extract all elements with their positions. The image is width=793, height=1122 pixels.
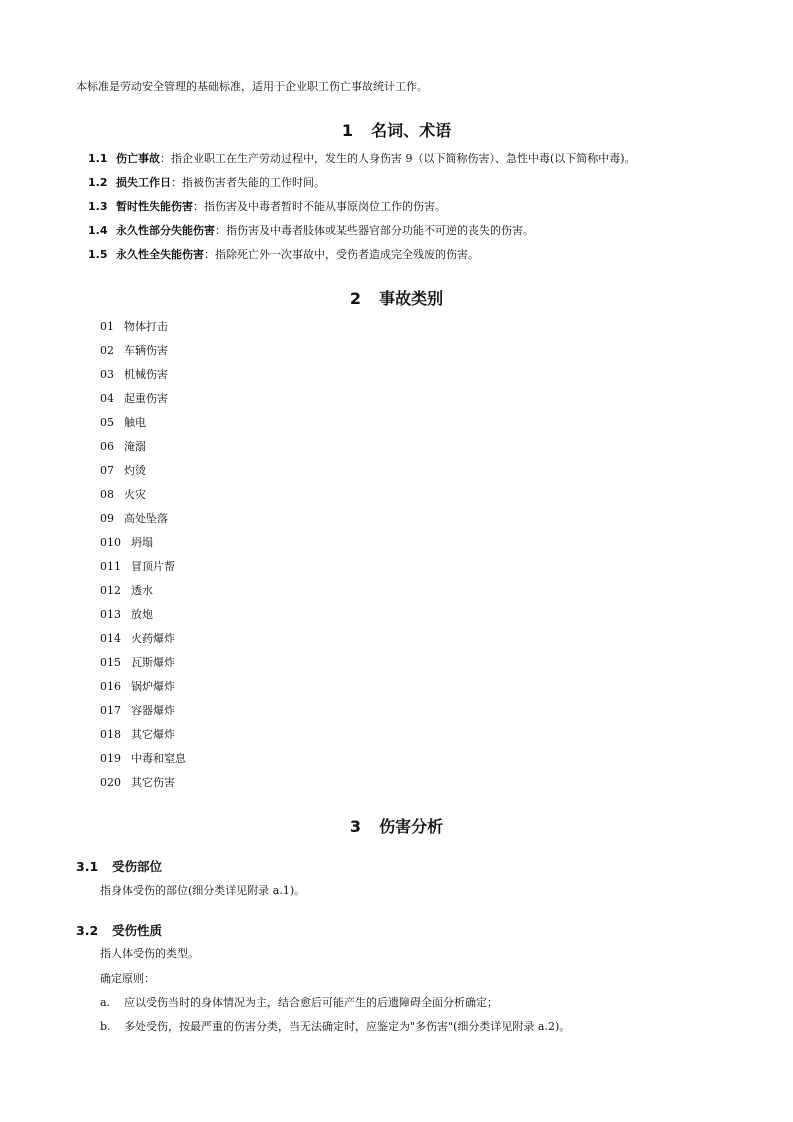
subsection-3-1-text: 指身体受伤的部位(细分类详见附录 a.1)。 [100, 884, 306, 897]
category-code: 010 [100, 536, 121, 549]
category-code: 018 [100, 728, 121, 741]
category-item [100, 319, 186, 343]
definition-term: 永久性全失能伤害 [116, 248, 204, 261]
definition-number: 1.4 [88, 224, 108, 237]
category-code: 06 [100, 440, 114, 453]
category-item [100, 343, 186, 367]
category-name: 锅炉爆炸 [131, 680, 175, 693]
item-marker: b. [100, 1020, 111, 1033]
category-name: 放炮 [131, 608, 153, 621]
item-text: 应以受伤当时的身体情况为主，结合愈后可能产生的后遗障碍全面分析确定； [124, 996, 498, 1009]
category-item [100, 727, 186, 751]
category-item [100, 463, 186, 487]
section-1-heading [0, 118, 793, 141]
category-name: 容器爆炸 [131, 704, 175, 717]
definition-item [88, 223, 636, 247]
category-code: 013 [100, 608, 121, 621]
category-item [100, 391, 186, 415]
principle-item [100, 995, 498, 1011]
category-item [100, 559, 186, 583]
category-item [100, 703, 186, 727]
item-text: 多处受伤，按最严重的伤害分类，当无法确定时，应鉴定为"多伤害"(细分类详见附录 a.2)。 [124, 1020, 571, 1033]
section-number: 2 [349, 289, 362, 308]
category-name: 车辆伤害 [124, 344, 168, 357]
section-title: 事故类别 [379, 289, 444, 308]
category-name: 火药爆炸 [131, 632, 175, 645]
subsection-3-2-heading [76, 921, 162, 939]
category-name: 淹溺 [124, 440, 146, 453]
section-3-heading [0, 814, 793, 837]
definitions-list [88, 151, 636, 271]
category-item [100, 583, 186, 607]
category-code: 011 [100, 560, 121, 573]
subsection-3-2-text: 指人体受伤的类型。 [100, 947, 199, 960]
principle-item [100, 1019, 570, 1035]
category-name: 火灾 [124, 488, 146, 501]
definition-term: 暂时性失能伤害 [116, 200, 193, 213]
accident-category-list [100, 319, 186, 799]
category-item [100, 775, 186, 799]
definition-term: 伤亡事故 [116, 152, 160, 165]
category-name: 冒顶片帮 [131, 560, 175, 573]
principle-label: 确定原则： [100, 972, 155, 985]
category-name: 坍塌 [131, 536, 153, 549]
category-item [100, 751, 186, 775]
definition-item [88, 199, 636, 223]
section-number: 3 [349, 817, 362, 836]
subsection-title: 受伤部位 [112, 859, 163, 874]
definition-text: ：指除死亡外一次事故中，受伤者造成完全残废的伤害。 [204, 248, 479, 261]
category-name: 灼烫 [124, 464, 146, 477]
definition-item [88, 151, 636, 175]
item-marker: a. [100, 996, 111, 1009]
category-code: 015 [100, 656, 121, 669]
subsection-number: 3.2 [76, 923, 99, 938]
category-code: 012 [100, 584, 121, 597]
section-title: 名词、术语 [371, 121, 452, 140]
category-code: 07 [100, 464, 114, 477]
category-code: 019 [100, 752, 121, 765]
definition-item [88, 175, 636, 199]
category-item [100, 511, 186, 535]
section-number: 1 [341, 121, 354, 140]
definition-number: 1.1 [88, 152, 108, 165]
definition-term: 永久性部分失能伤害 [116, 224, 215, 237]
category-item [100, 415, 186, 439]
category-name: 物体打击 [124, 320, 168, 333]
subsection-3-1-heading [76, 857, 162, 875]
category-name: 透水 [131, 584, 153, 597]
subsection-title: 受伤性质 [112, 923, 163, 938]
definition-number: 1.5 [88, 248, 108, 261]
subsection-number: 3.1 [76, 859, 99, 874]
category-name: 机械伤害 [124, 368, 168, 381]
category-name: 触电 [124, 416, 146, 429]
category-code: 014 [100, 632, 121, 645]
category-item [100, 535, 186, 559]
category-code: 017 [100, 704, 121, 717]
category-item [100, 631, 186, 655]
definition-item [88, 247, 636, 271]
category-code: 02 [100, 344, 114, 357]
category-item [100, 607, 186, 631]
category-item [100, 487, 186, 511]
category-name: 起重伤害 [124, 392, 168, 405]
category-code: 03 [100, 368, 114, 381]
category-item [100, 367, 186, 391]
definition-text: ：指伤害及中毒者暂时不能从事原岗位工作的伤害。 [193, 200, 446, 213]
intro-paragraph: 本标准是劳动安全管理的基础标准，适用于企业职工伤亡事故统计工作。 [76, 80, 428, 93]
category-code: 01 [100, 320, 114, 333]
definition-number: 1.3 [88, 200, 108, 213]
category-code: 05 [100, 416, 114, 429]
category-item [100, 439, 186, 463]
category-name: 高处坠落 [124, 512, 168, 525]
category-code: 016 [100, 680, 121, 693]
category-name: 其它伤害 [131, 776, 175, 789]
category-code: 08 [100, 488, 114, 501]
definition-text: ：指伤害及中毒者肢体或某些器官部分功能不可逆的丧失的伤害。 [215, 224, 534, 237]
category-item [100, 655, 186, 679]
category-name: 其它爆炸 [131, 728, 175, 741]
category-code: 04 [100, 392, 114, 405]
definition-text: ：指企业职工在生产劳动过程中，发生的人身伤害 9（以下简称伤害）、急性中毒(以下简称中毒)。 [160, 152, 636, 165]
category-code: 09 [100, 512, 114, 525]
section-title: 伤害分析 [379, 817, 444, 836]
category-name: 瓦斯爆炸 [131, 656, 175, 669]
category-name: 中毒和窒息 [131, 752, 186, 765]
category-item [100, 679, 186, 703]
definition-text: ：指被伤害者失能的工作时间。 [171, 176, 325, 189]
category-code: 020 [100, 776, 121, 789]
definition-term: 损失工作日 [116, 176, 171, 189]
section-2-heading [0, 286, 793, 309]
definition-number: 1.2 [88, 176, 108, 189]
